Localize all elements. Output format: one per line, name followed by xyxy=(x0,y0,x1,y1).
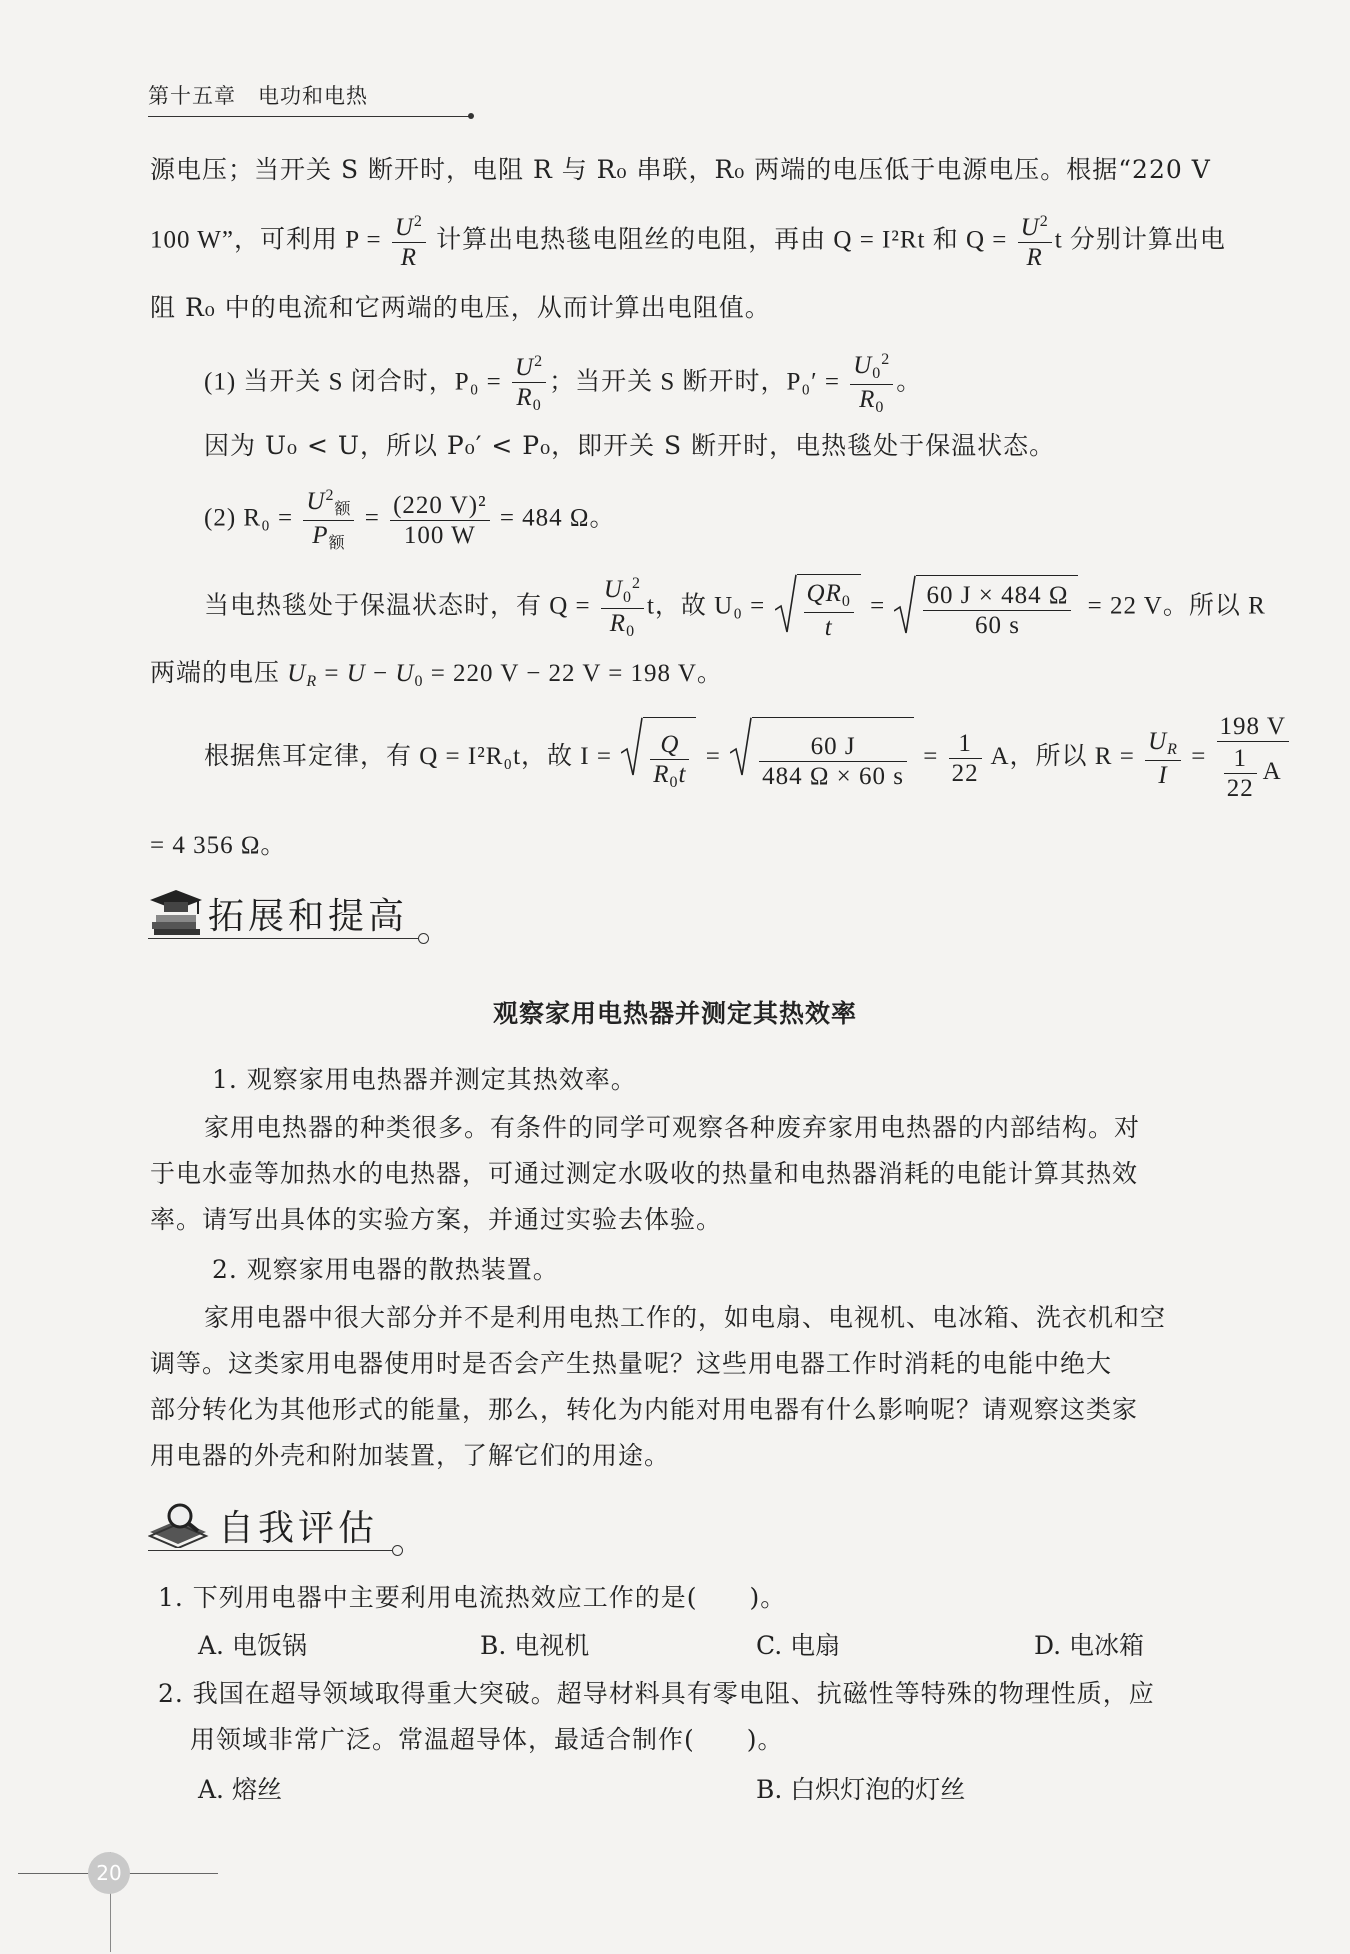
section-expand-subtitle: 观察家用电热器并测定其热效率 xyxy=(492,999,857,1028)
expand-item-1-line-1: 家用电热器的种类很多。有条件的同学可观察各种废弃家用电热器的内部结构。对 xyxy=(204,1113,1141,1142)
header-rule-dot xyxy=(468,113,474,119)
fraction-u2-over-r-2: $\frac{U^2}{R}$ xyxy=(1018,212,1052,272)
q1-option-b[interactable]: B. 电视机 xyxy=(480,1631,590,1660)
body-line-7: 当电热毯处于保温状态时，有 Q = $\frac{U_0^2}{R_0}$ t，故 U₀ = $\frac{QR_0}{t}$ = $\frac{60 J \times 484 \Omega}{60 s}$ = 22 V。所以 R xyxy=(204,575,1266,641)
sqrt-qr0-over-t: $\frac{QR_0}{t}$ xyxy=(775,574,861,642)
q1-option-d[interactable]: D. 电冰箱 xyxy=(1034,1631,1145,1660)
section-self-assess-heading xyxy=(148,1496,408,1552)
graduation-cap-books-icon xyxy=(148,888,206,938)
q1-option-a[interactable]: A. 电饭锅 xyxy=(198,1631,307,1660)
header-rule xyxy=(148,116,470,117)
heading-underline-circle xyxy=(418,933,429,944)
heading-underline xyxy=(148,1550,392,1551)
body-line-1: 源电压；当开关 S 断开时，电阻 R 与 R₀ 串联，R₀ 两端的电压低于电源电压。根据“220 V xyxy=(150,155,1211,184)
sqrt-numeric-1: $\frac{60 J \times 484 \Omega}{60 s}$ xyxy=(894,575,1078,642)
expand-item-1: 1. 观察家用电热器并测定其热效率。 xyxy=(212,1065,637,1094)
expand-item-2-line-3: 部分转化为其他形式的能量，那么，转化为内能对用电器有什么影响呢？请观察这类家 xyxy=(150,1395,1139,1424)
expand-item-2-line-2: 调等。这类家用电器使用时是否会产生热量呢？这些用电器工作时消耗的电能中绝大 xyxy=(150,1349,1113,1378)
question-1: 1. 下列用电器中主要利用电流热效应工作的是( )。 xyxy=(158,1583,787,1612)
magnifier-book-icon xyxy=(148,1502,210,1548)
radical-sign-icon xyxy=(621,717,643,777)
radical-sign-icon xyxy=(775,574,797,634)
page-number: 20 xyxy=(96,1861,122,1885)
chapter-title: 第十五章 电功和电热 xyxy=(148,84,368,108)
body-line-8: 两端的电压 $U_R = U - U_0 = 220$ V − 22 V = 198 V。 xyxy=(150,660,723,690)
section-self-assess-title: 自我评估 xyxy=(218,1508,379,1549)
expand-item-1-line-3: 率。请写出具体的实验方案，并通过实验去体验。 xyxy=(150,1205,723,1234)
expand-item-2-line-1: 家用电器中很大部分并不是利用电热工作的，如电扇、电视机、电冰箱、洗衣机和空 xyxy=(204,1303,1167,1332)
question-2-line-1: 2. 我国在超导领域取得重大突破。超导材料具有零电阻、抗磁性等特殊的物理性质，应 xyxy=(158,1679,1155,1708)
body-line-5: 因为 U₀ < U，所以 P₀′ < P₀，即开关 S 断开时，电热毯处于保温状态。 xyxy=(204,431,1056,460)
body-line-10: = 4 356 Ω。 xyxy=(150,832,287,859)
body-line-6: (2) R₀ = $\frac{U^2_额}{P_额}$ = $\frac{\text{(220 V)²}}{100 W}$ = 484 Ω。 xyxy=(204,487,616,552)
question-2-line-2: 用领域非常广泛。常温超导体，最适合制作( )。 xyxy=(190,1725,784,1754)
heading-underline-circle xyxy=(392,1545,403,1556)
body-line-2: 100 W”，可利用 P = $\frac{U^2}{R}$ 计算出电热毯电阻丝的电阻，再由 Q = I²Rt 和 Q = $\frac{U^2}{R}$ t 分别计算出电 xyxy=(150,213,1226,271)
expand-item-2: 2. 观察家用电器的散热装置。 xyxy=(212,1255,559,1284)
heading-underline xyxy=(148,938,418,939)
expand-item-1-line-2: 于电水壶等加热水的电热器，可通过测定水吸收的热量和电热器消耗的电能计算其热效 xyxy=(150,1159,1139,1188)
fraction-u2-over-r: $\frac{U^2}{R}$ xyxy=(392,212,426,272)
expand-item-2-line-4: 用电器的外壳和附加装置，了解它们的用途。 xyxy=(150,1441,671,1470)
section-expand-heading xyxy=(148,884,430,940)
radical-sign-icon xyxy=(894,575,916,635)
q2-option-b[interactable]: B. 白炽灯泡的灯丝 xyxy=(756,1775,966,1804)
q2-option-a[interactable]: A. 熔丝 xyxy=(198,1775,282,1804)
body-line-3: 阻 R₀ 中的电流和它两端的电压，从而计算出电阻值。 xyxy=(150,293,771,322)
body-line-4: (1) 当开关 S 闭合时，P₀ = $\frac{U^2}{R_0}$ ；当开关 S 断开时，P₀′ = $\frac{U_0^2}{R_0}$ 。 xyxy=(204,351,923,416)
radical-sign-icon xyxy=(730,717,752,777)
q1-option-c[interactable]: C. 电扇 xyxy=(756,1631,841,1660)
section-expand-title: 拓展和提高 xyxy=(208,896,409,937)
chapter-header xyxy=(148,80,368,110)
page-number-badge xyxy=(88,1852,130,1894)
body-line-9: 根据焦耳定律，有 Q = I²R₀t，故 I = $\frac{Q}{R_0t}$ = $\frac{60 J}{484 \Omega \times 60 s}$ = $\frac{1}{22}$ A，所以 R = $\frac{U_R}{I}$ = 198 V $\frac{1}{22}$ A xyxy=(204,712,1210,792)
